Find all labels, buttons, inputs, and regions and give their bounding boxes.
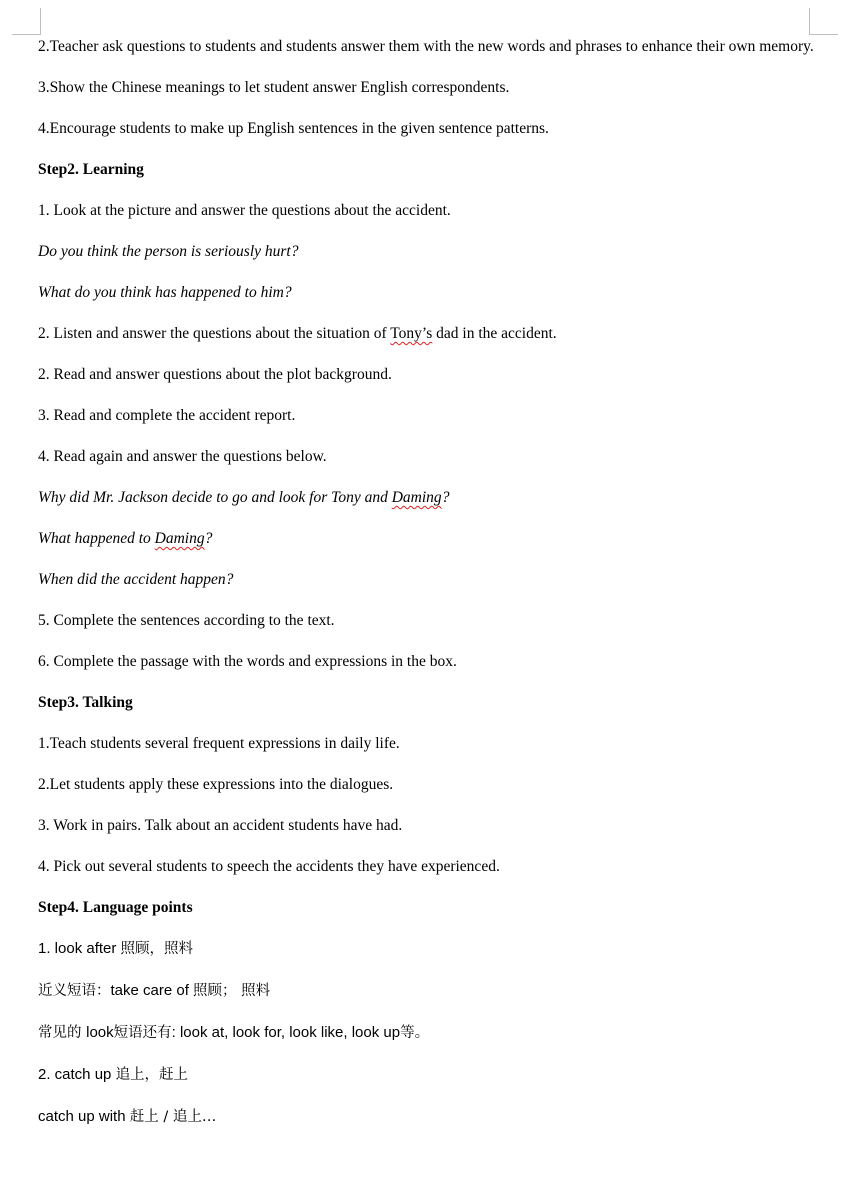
language-point-catch-up-with [38, 1104, 814, 1130]
question-text: Why did Mr. Jackson decide to go and look for Tony and [38, 489, 392, 506]
phrase-text: take care of [110, 982, 194, 999]
crop-mark-top-right [809, 8, 838, 35]
question-when-accident [38, 567, 814, 592]
crop-mark-top-left [12, 8, 41, 35]
paragraph-text: 3. Read and complete the accident report. [38, 407, 296, 424]
paragraph-text: 2.Let students apply these expressions into the dialogues. [38, 776, 394, 793]
paragraph-text: 3. Work in pairs. Talk about an accident students have had. [38, 817, 403, 834]
paragraph-look-picture [38, 198, 814, 223]
heading-step2 [38, 157, 814, 182]
phrase-text: look [86, 1024, 114, 1041]
heading-text: Step4. Language points [38, 899, 193, 916]
paragraph-work-pairs [38, 813, 814, 838]
chinese-meaning: 照顾； 照料 [193, 983, 271, 999]
paragraph-text: 2.Teacher ask questions to students and students answer them with the new words and phrases to enhance their own memory. [38, 38, 814, 55]
paragraph-text: 3.Show the Chinese meanings to let student answer English correspondents. [38, 79, 510, 96]
question-text: Do you think the person is seriously hurt? [38, 243, 299, 260]
chinese-meaning: 追上，赶上 [115, 1067, 189, 1083]
heading-text: Step2. Learning [38, 161, 144, 178]
paragraph-plot-background [38, 362, 814, 387]
paragraph-accident-report [38, 403, 814, 428]
paragraph-complete-passage [38, 649, 814, 674]
spellcheck-word[interactable]: Tony’s [390, 325, 433, 342]
language-point-look-after [38, 936, 814, 962]
paragraph-text: 1. Look at the picture and answer the questions about the accident. [38, 202, 451, 219]
paragraph-text: 2. Listen and answer the questions about the situation of [38, 325, 391, 342]
chinese-label: 近义短语： [38, 983, 111, 999]
phrase-text: 1. look after [38, 940, 121, 957]
document-body [38, 34, 814, 1146]
chinese-label: 等。 [400, 1025, 430, 1041]
question-seriously-hurt [38, 239, 814, 264]
chinese-meaning: 赶上 / 追上… [129, 1109, 217, 1125]
paragraph-pick-students [38, 854, 814, 879]
language-point-synonym [38, 978, 814, 1004]
language-point-look-phrases [38, 1020, 814, 1046]
phrase-text: catch up with [38, 1108, 130, 1125]
question-text: ? [441, 489, 450, 506]
paragraph-listen-answer [38, 321, 814, 346]
question-mr-jackson [38, 485, 814, 510]
chinese-meaning: 照顾，照料 [120, 941, 194, 957]
paragraph-text: 4. Pick out several students to speech the accidents they have experienced. [38, 858, 500, 875]
paragraph-text: 1.Teach students several frequent expressions in daily life. [38, 735, 400, 752]
question-what-happened [38, 280, 814, 305]
paragraph-read-again [38, 444, 814, 469]
question-text: What happened to [38, 530, 155, 547]
chinese-label: 常见的 [38, 1025, 87, 1041]
paragraph-text: 6. Complete the passage with the words and expressions in the box. [38, 653, 457, 670]
phrase-text: 2. catch up [38, 1066, 116, 1083]
paragraph-text: 5. Complete the sentences according to the text. [38, 612, 335, 629]
phrase-text: : look at, look for, look like, look up [171, 1024, 401, 1041]
chinese-label: 短语还有 [113, 1025, 172, 1041]
paragraph-complete-sentences [38, 608, 814, 633]
question-happened-daming [38, 526, 814, 551]
heading-text: Step3. Talking [38, 694, 133, 711]
paragraph-text: 4. Read again and answer the questions below. [38, 448, 327, 465]
paragraph-encourage [38, 116, 814, 141]
paragraph-text: 2. Read and answer questions about the plot background. [38, 366, 392, 383]
heading-step3 [38, 690, 814, 715]
heading-step4 [38, 895, 814, 920]
question-text: When did the accident happen? [38, 571, 234, 588]
question-text: ? [204, 530, 213, 547]
question-text: What do you think has happened to him? [38, 284, 292, 301]
paragraph-text: 4.Encourage students to make up English sentences in the given sentence patterns. [38, 120, 549, 137]
language-point-catch-up [38, 1062, 814, 1088]
paragraph-teach-expressions [38, 731, 814, 756]
spellcheck-word[interactable]: Daming [391, 489, 442, 506]
spellcheck-word[interactable]: Daming [154, 530, 205, 547]
paragraph-show-chinese [38, 75, 814, 100]
paragraph-text: dad in the accident. [432, 325, 557, 342]
paragraph-teacher-ask [38, 34, 814, 59]
paragraph-apply-expressions [38, 772, 814, 797]
